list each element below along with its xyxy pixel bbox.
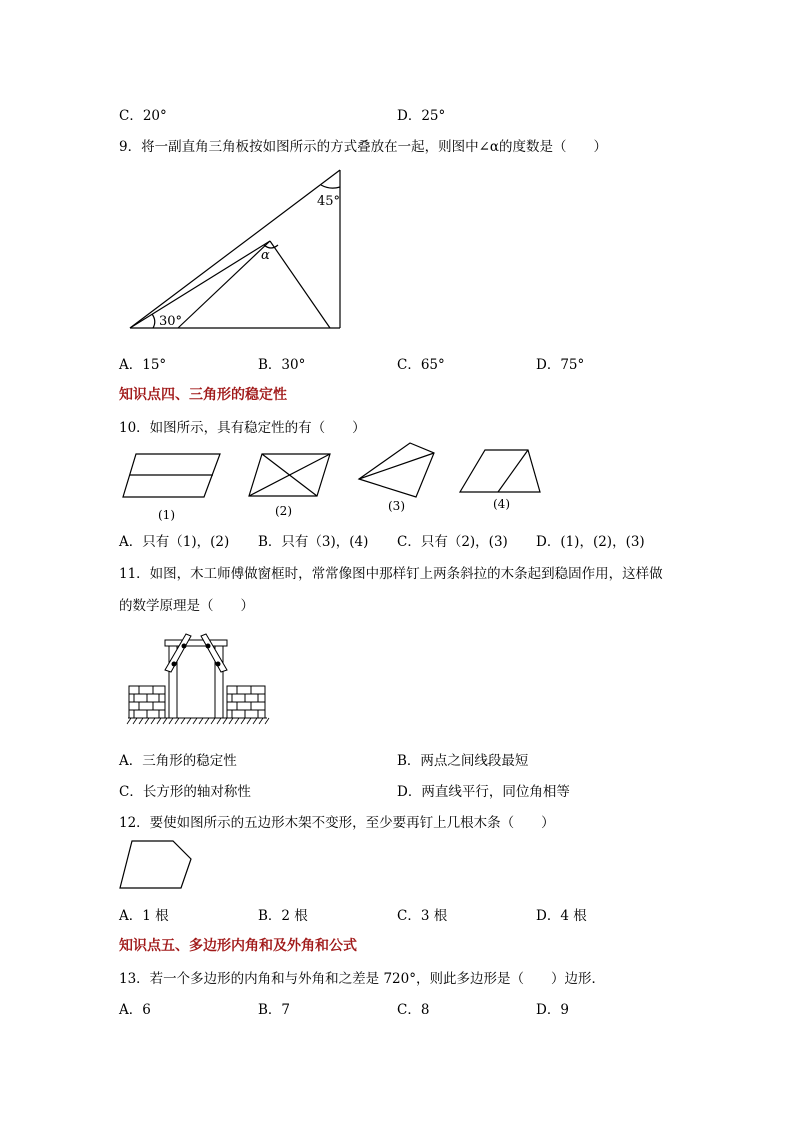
q9-label-30: 30° [159,314,183,329]
q9-hypotenuse-45 [130,170,340,328]
q10-shape-4-inner-line [498,450,528,492]
q12-option-c: C．3 根 [397,908,448,924]
q13-stem: 13．若一个多边形的内角和与外角和之差是 720°，则此多边形是（ ）边形． [119,971,605,987]
q9-option-a: A．15° [119,357,167,373]
q10-label-2: (2) [275,504,292,518]
q10-shape-3-diagonal [359,453,434,479]
q13-option-a: A．6 [119,1002,151,1018]
q9-inner-left-line [178,241,270,328]
q12-option-d: D．4 根 [536,908,587,924]
q11-stem-line-1: 11．如图，木工师傅做窗框时，常常像图中那样钉上两条斜拉的木条起到稳固作用，这样做 [119,566,663,582]
q9-figure [125,165,350,335]
q12-pentagon-figure [118,838,198,893]
q11-option-a: A．三角形的稳定性 [119,753,237,769]
q9-option-c: C．65° [397,357,445,373]
q13-option-c: C．8 [397,1002,430,1018]
q10-figure [118,440,548,525]
q12-option-b: B．2 根 [258,908,308,924]
q11-option-d: D．两直线平行，同位角相等 [397,784,570,800]
q10-option-d: D．(1)，(2)，(3) [536,534,645,550]
q10-option-a: A．只有（1)，(2) [119,534,230,550]
q9-option-b: B．30° [258,357,306,373]
q11-stem-line-2: 的数学原理是（ ） [119,598,254,614]
q10-shape-2-diagonal-b [249,454,330,496]
q8-option-d: D．25° [397,108,446,124]
q9-arc-45 [321,185,340,188]
q13-option-b: B．7 [258,1002,291,1018]
q10-label-4: (4) [493,497,510,511]
q9-label-45: 45° [317,194,341,209]
section-4-title: 知识点四、三角形的稳定性 [119,387,287,403]
section-5-title: 知识点五、多边形内角和及外角和公式 [119,938,357,954]
q12-option-a: A．1 根 [119,908,169,924]
q10-option-b: B．只有（3)，(4) [258,534,369,550]
q11-option-c: C．长方形的轴对称性 [119,784,251,800]
q10-label-1: (1) [158,508,175,522]
q8-option-c: C．20° [119,108,167,124]
q10-shape-3 [359,443,434,497]
q13-option-d: D．9 [536,1002,569,1018]
q10-label-3: (3) [388,499,405,513]
q9-stem: 9．将一副直角三角板按如图所示的方式叠放在一起，则图中∠α的度数是（ ） [119,139,608,155]
q9-hypotenuse-30 [130,241,270,328]
q12-stem: 12．要使如图所示的五边形木架不变形，至少要再钉上几根木条（ ） [119,815,555,831]
q11-option-b: B．两点之间线段最短 [397,753,529,769]
q10-stem: 10．如图所示，具有稳定性的有（ ） [119,420,366,436]
q9-label-alpha: α [261,248,270,263]
q10-option-c: C．只有（2)，(3) [397,534,508,550]
q11-window-frame-figure [125,632,270,727]
q10-shape-4 [460,450,540,492]
q9-inner-right-line [270,241,330,328]
q9-option-d: D．75° [536,357,585,373]
q9-arc-30 [152,314,155,328]
